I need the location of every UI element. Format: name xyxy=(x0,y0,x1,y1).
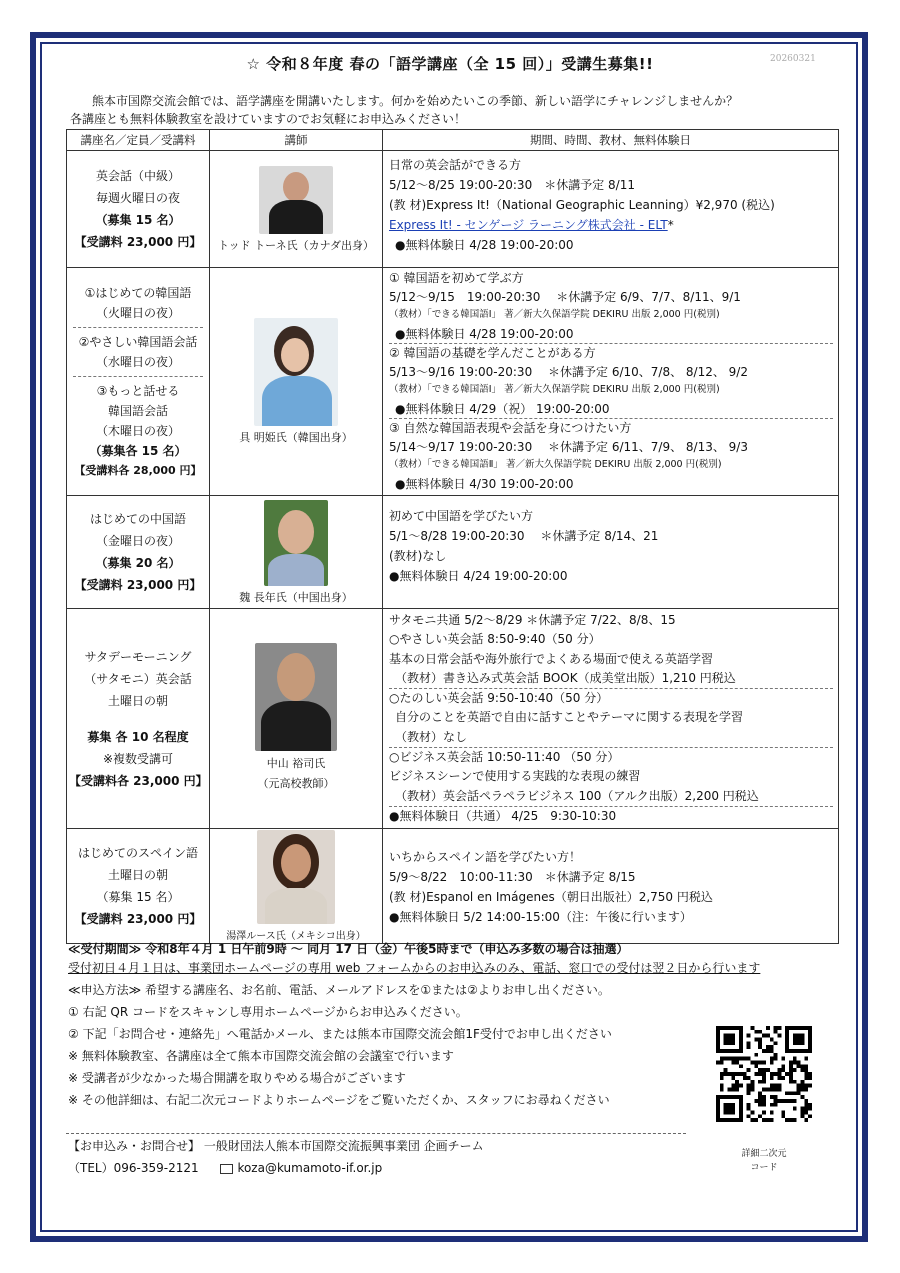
table-row xyxy=(67,268,839,496)
qr-caption: 詳細二次元 コード xyxy=(741,1149,787,1173)
capacity: （募集 15 名） xyxy=(95,213,181,227)
page-title: ☆ 令和８年度 春の「語学講座（全 15 回）」受講生募集!! xyxy=(246,55,654,73)
fee: 【受講料 23,000 円】 xyxy=(74,578,202,592)
contact-divider xyxy=(66,1133,686,1134)
intro-line-2: 各講座とも無料体験教室を設けていますのでお気軽にお申込みください！ xyxy=(70,112,467,126)
fee: 【受講料 23,000 円】 xyxy=(74,235,202,249)
application-method: ≪申込方法≫ 希望する講座名、お名前、電話、メールアドレスを①または②よりお申し出ください。 xyxy=(68,983,610,997)
teacher-cell: トッド トーネ氏（カナダ出身） xyxy=(210,151,383,268)
table-row xyxy=(67,609,839,829)
fee: 【受講料各 23,000 円】 xyxy=(69,773,208,788)
table-row xyxy=(67,829,839,944)
course-details-chinese: 初めて中国語を学びたい方 5/1～8/28 19:00-20:30 ＊休講予定 8/14、21 (教材)なし ●無料体験日 4/24 19:00-20:00 xyxy=(383,496,839,609)
capacity: （募集 15 名） xyxy=(96,890,180,905)
course-name-spanish: はじめてのスペイン語 土曜日の朝 （募集 15 名） 【受講料 23,000 円】 xyxy=(67,829,210,944)
course-details-saturday: サタモニ共通 5/2～8/29 ＊休講予定 7/22、8/8、15 ○やさしい英会話 8:50-9:40（50 分） 基本の日常会話や海外旅行でよくある場面で使える英語学習 （教材）書き込み式英会話 BOOK（成美堂出版）1,210 円税込 ○たのしい英会話 9:50-10:40（50 分） 自分のことを英語で自由に話すことやテーマに関する表現を学習 （教材）なし ○ビジネス英会話 10:50-11:40 （50 分） ビジネスシーンで使用する実践的な表現の練習 （教材）英会話ペラペラビジネス 100（アルク出版）2,200 円税込 ●無料体験日（共通） 4/25 9:30-10:30 xyxy=(383,609,839,829)
capacity: （募集各 15 名） xyxy=(89,443,187,458)
table-row xyxy=(67,496,839,609)
contact-email[interactable]: koza@kumamoto-if.or.jp xyxy=(237,1161,383,1175)
course-details-spanish: いちからスペイン語を学びたい方！ 5/9～8/22 10:00-11:30 ＊休講予定 8/15 (教 材)Espanol en Imágenes（朝日出版社）2,750 円税込 ●無料体験日 5/2 14:00-15:00（注：午後に行います） xyxy=(383,829,839,944)
contact-label: 【お申込み・お問合せ】 一般財団法人熊本市国際交流振興事業団 企画チーム xyxy=(68,1139,484,1153)
header-teacher: 講師 xyxy=(210,130,383,151)
course-name-english: 英会話（中級） 毎週火曜日の夜 （募集 15 名） 【受講料 23,000 円】 xyxy=(67,151,210,268)
fee: 【受講料 23,000 円】 xyxy=(74,912,202,927)
course-details-korean: ① 韓国語を初めて学ぶ方 5/12～9/15 19:00-20:30 ＊休講予定 6/9、7/7、8/11、9/1 （教材）「できる韓国語Ⅰ」 著／新大久保語学院 DEKIRU 出版 2,000 円(税別) ●無料体験日 4/28 19:00-20:00 ② 韓国語の基礎を学んだことがある方 5/13～9/16 19:00-20:30 ＊休講予定 6/10、7/8、 8/12、 9/2 （教材）「できる韓国語Ⅰ」 著／新大久保語学院 DEKIRU 出版 2,000 円(税別) ●無料体験日 4/29（祝） 19:00-20:00 ③ 自然な韓国語表現や会話を身につけたい方 5/14～9/17 19:00-20:30 ＊休講予定 6/11、7/9、 8/13、 9/3 （教材）「できる韓国語Ⅱ」 著／新大久保語学院 DEKIRU 出版 2,000 円(税別) ●無料体験日 4/30 19:00-20:00 xyxy=(383,268,839,496)
table-row xyxy=(67,151,839,268)
header-details: 期間、時間、教材、無料体験日 xyxy=(383,130,839,151)
course-name-chinese: はじめての中国語 （金曜日の夜） （募集 20 名） 【受講料 23,000 円】 xyxy=(67,496,210,609)
course-name-saturday: サタデーモーニング （サタモニ）英会話 土曜日の朝 募集 各 10 名程度 ※複数受講可 【受講料各 23,000 円】 xyxy=(67,609,210,829)
reception-period: ≪受付期間≫ 令和8年４月 1 日午前9時 ～ 同月 17 日（金）午後5時まで（申込み多数の場合は抽選） xyxy=(68,942,629,956)
teacher-photo-todd xyxy=(259,166,333,234)
intro-line-1: 熊本市国際交流会館では、語学講座を開講いたします。何かを始めたいこの季節、新しい語学にチャレンジしませんか？ xyxy=(92,94,739,108)
capacity: （募集 20 名） xyxy=(95,556,181,570)
fee: 【受講料各 28,000 円】 xyxy=(74,463,202,477)
multi-enroll-note: ※複数受講可 xyxy=(102,751,174,766)
contact-block xyxy=(68,1137,484,1178)
teacher-photo-nakayama xyxy=(255,643,337,751)
mail-icon xyxy=(220,1164,233,1174)
course-details-english: 日常の英会話ができる方 5/12～8/25 19:00-20:30 ＊休講予定 8/11 (教 材)Express It!（National Geographic Leanning）¥2,970 (税込) Express It! - センゲージ ラーニング株式会社 - ELT* ●無料体験日 4/28 19:00-20:00 xyxy=(383,151,839,268)
teacher-cell: 魏 長年氏（中国出身） xyxy=(210,496,383,609)
date-stamp: 20260321 xyxy=(770,54,816,64)
teacher-cell: 湯澤ルース氏（メキシコ出身） xyxy=(210,829,383,944)
teacher-cell: 中山 裕司氏 （元高校教師） xyxy=(210,609,383,829)
capacity: 募集 各 10 名程度 xyxy=(87,729,189,744)
teacher-photo-yuzawa xyxy=(257,830,335,924)
application-info: ≪受付期間≫ 令和8年４月 1 日午前9時 ～ 同月 17 日（金）午後5時まで（申込み多数の場合は抽選） 受付初日４月１日は、事業団ホームページの専用 web フォームからのお申込みのみ、電話、窓口での受付は翌２日から行います ≪申込方法≫ 希望する講座名、お名前、電話、メールアドレスを①または②よりお申し出ください。 ① 右記 QR コードをスキャンし専用ホームページからお申込みください。 ② 下記「お問合せ・連絡先」へ電話かメール、または熊本市国際交流会館1F受付でお申し出ください ※ 無料体験教室、各講座は全て熊本市国際交流会館の会議室で行います ※ 受講者が少なかった場合開講を取りやめる場合がございます ※ その他詳細は、右記二次元コードよりホームページをご覧いただくか、スタッフにお尋ねください xyxy=(68,942,761,1107)
contact-tel: （TEL）096-359-2121 xyxy=(68,1161,199,1175)
textbook-link[interactable]: Express It! - センゲージ ラーニング株式会社 - ELT xyxy=(389,218,668,232)
teacher-cell: 具 明姫氏（韓国出身） xyxy=(210,268,383,496)
table-header-row xyxy=(67,130,839,151)
course-table xyxy=(66,129,839,944)
teacher-photo-wei xyxy=(264,500,328,586)
qr-code[interactable] xyxy=(716,1026,812,1122)
teacher-photo-gu xyxy=(254,318,338,426)
first-day-note: 受付初日４月１日は、事業団ホームページの専用 web フォームからのお申込みのみ、電話、窓口での受付は翌２日から行います xyxy=(68,961,761,975)
header-course: 講座名／定員／受講料 xyxy=(67,130,210,151)
course-name-korean: ①はじめての韓国語 （火曜日の夜） ②やさしい韓国語会話 （水曜日の夜） ③もっと話せる 韓国語会話 （木曜日の夜） （募集各 15 名） 【受講料各 28,000 円】 xyxy=(67,268,210,496)
